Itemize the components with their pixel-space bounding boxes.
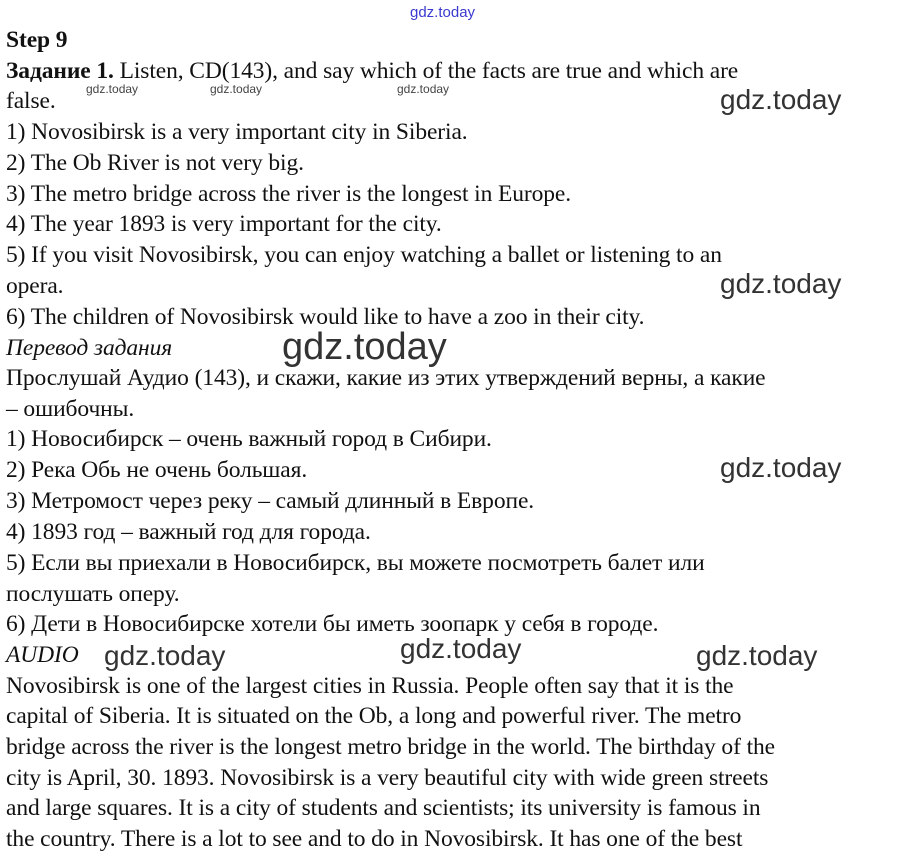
translation-line: – ошибочны. xyxy=(6,396,135,422)
fact-line: 3) The metro bridge across the river is the longest in Europe. xyxy=(6,181,572,207)
fact-line: 6) The children of Novosibirsk would like to have a zoo in their city. xyxy=(6,304,645,330)
step-heading: Step 9 xyxy=(6,27,68,53)
translation-line: 6) Дети в Новосибирске хотели бы иметь зоопарк у себя в городе. xyxy=(6,611,659,637)
audio-line: city is April, 30. 1893. Novosibirsk is a very beautiful city with wide green streets xyxy=(6,765,769,791)
translation-line: 1) Новосибирск – очень важный город в Сибири. xyxy=(6,426,492,452)
audio-line: bridge across the river is the longest metro bridge in the world. The birthday of the xyxy=(6,734,775,760)
translation-title: Перевод задания xyxy=(6,335,173,361)
audio-title: AUDIO xyxy=(6,642,79,668)
fact-line: 4) The year 1893 is very important for the city. xyxy=(6,211,442,237)
task-text: Listen, CD(143), and say which of the facts are true and which are xyxy=(113,58,739,84)
translation-line: 4) 1893 год – важный год для города. xyxy=(6,519,371,545)
task-line xyxy=(6,56,738,86)
fact-line: 1) Novosibirsk is a very important city in Siberia. xyxy=(6,119,468,145)
audio-line: capital of Siberia. It is situated on the Ob, a long and powerful river. The metro xyxy=(6,703,742,729)
watermark-xl: gdz.today xyxy=(282,326,447,368)
fact-line: 2) The Ob River is not very big. xyxy=(6,150,304,176)
task-label: Задание 1. xyxy=(6,58,114,84)
audio-line: and large squares. It is a city of students and scientists; its university is famous in xyxy=(6,795,761,821)
watermark-large: gdz.today xyxy=(696,640,818,671)
fact-line: opera. xyxy=(6,273,64,299)
audio-line: Novosibirsk is one of the largest cities in Russia. People often say that it is the xyxy=(6,673,734,699)
watermark-large: gdz.today xyxy=(400,633,522,664)
translation-line: 5) Если вы приехали в Новосибирск, вы можете посмотреть балет или xyxy=(6,550,705,576)
audio-line: the country. There is a lot to see and to do in Novosibirsk. It has one of the best xyxy=(6,826,743,852)
watermark-top: gdz.today xyxy=(410,4,476,21)
watermark-small: gdz.today xyxy=(210,82,263,96)
translation-line: послушать оперу. xyxy=(6,581,180,607)
watermark-small: gdz.today xyxy=(397,82,450,96)
translation-line: 2) Река Обь не очень большая. xyxy=(6,457,308,483)
watermark-large: gdz.today xyxy=(720,268,842,299)
watermark-large: gdz.today xyxy=(720,452,842,483)
watermark-small: gdz.today xyxy=(86,82,139,96)
translation-line: Прослушай Аудио (143), и скажи, какие из этих утверждений верны, а какие xyxy=(6,365,766,391)
task-line-continued: false. xyxy=(6,88,56,114)
fact-line: 5) If you visit Novosibirsk, you can enjoy watching a ballet or listening to an xyxy=(6,242,722,268)
watermark-large: gdz.today xyxy=(720,84,842,115)
watermark-large: gdz.today xyxy=(104,640,226,671)
translation-line: 3) Метромост через реку – самый длинный в Европе. xyxy=(6,488,535,514)
